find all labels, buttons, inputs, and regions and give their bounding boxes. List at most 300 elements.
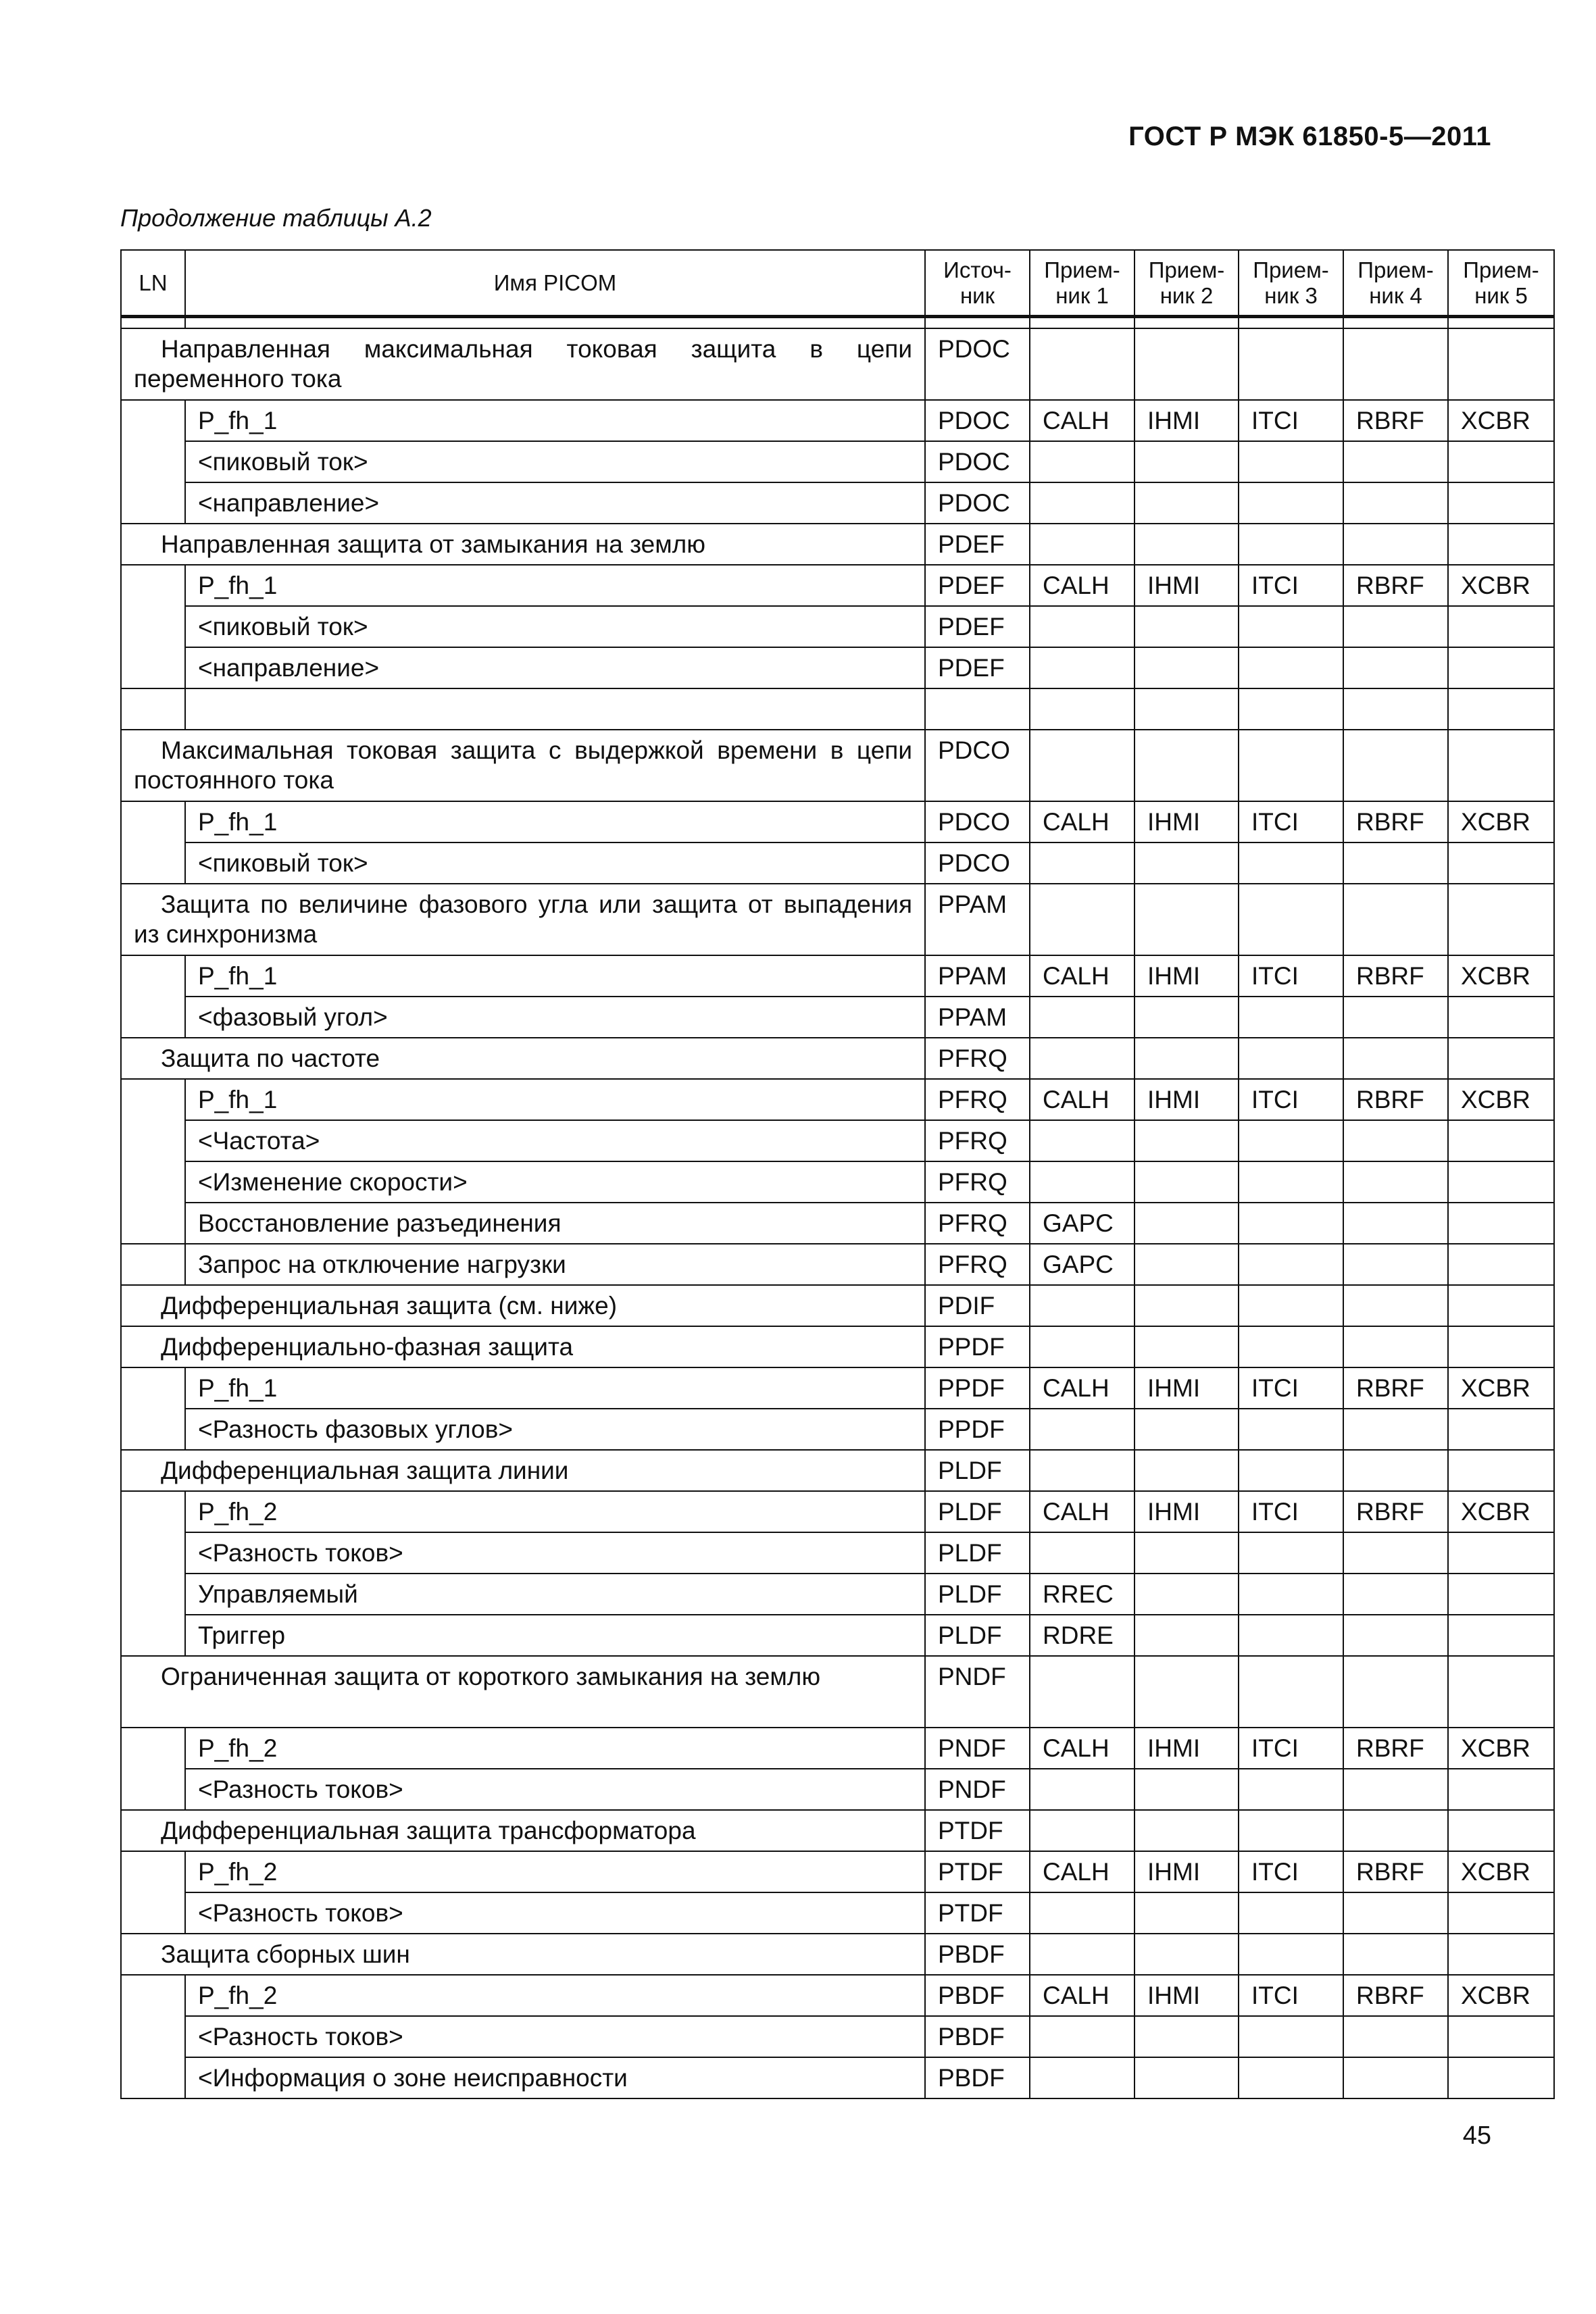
group-row: [121, 1810, 1554, 1851]
source-cell: PLDF: [925, 1450, 1030, 1491]
group-row: [121, 1934, 1554, 1975]
receiver-2-cell: IHMI: [1134, 1728, 1239, 1769]
source-cell: PDEF: [925, 606, 1030, 647]
header-text-line: ник 3: [1264, 282, 1318, 308]
group-name-cell: Защита по величине фазового угла или защита от выпадения из синхронизма: [121, 884, 925, 955]
group-row: [121, 1285, 1554, 1326]
header-spacer-row: [121, 317, 1554, 329]
source-cell: PLDF: [925, 1615, 1030, 1656]
source-cell: PDEF: [925, 565, 1030, 606]
header-ln: LN: [121, 250, 185, 317]
item-row: [121, 482, 1554, 524]
receiver-3-cell: ITCI: [1239, 955, 1343, 997]
source-cell: PDOC: [925, 400, 1030, 441]
receiver-5-cell: [1448, 997, 1554, 1038]
receiver-2-cell: IHMI: [1134, 1851, 1239, 1892]
group-name-cell: Дифференциально-фазная защита: [121, 1326, 925, 1367]
picom-table: [120, 249, 1555, 2099]
ln-cell: [121, 1975, 185, 2098]
source-cell: PPAM: [925, 955, 1030, 997]
source-cell: PFRQ: [925, 1244, 1030, 1285]
receiver-2-cell: [1134, 1892, 1239, 1934]
picom-name-cell: <пиковый ток>: [185, 842, 925, 884]
receiver-3-cell: ITCI: [1239, 801, 1343, 842]
picom-name-cell: P_fh_1: [185, 565, 925, 606]
spacer-cell: [1030, 317, 1134, 329]
receiver-4-cell: RBRF: [1343, 1491, 1448, 1532]
receiver-5-cell: XCBR: [1448, 1975, 1554, 2016]
receiver-4-cell: [1343, 2057, 1448, 2098]
receiver-1-cell: [1030, 2016, 1134, 2057]
ln-cell: [121, 1079, 185, 1244]
picom-name-cell: P_fh_2: [185, 1491, 925, 1532]
receiver-4-cell: RBRF: [1343, 1851, 1448, 1892]
receiver-2-cell: IHMI: [1134, 1079, 1239, 1120]
receiver-1-cell: [1030, 997, 1134, 1038]
receiver-2-cell: [1134, 730, 1239, 801]
receiver-3-cell: [1239, 1161, 1343, 1203]
receiver-2-cell: IHMI: [1134, 955, 1239, 997]
receiver-1-cell: [1030, 688, 1134, 730]
source-cell: PNDF: [925, 1728, 1030, 1769]
source-cell: PDEF: [925, 524, 1030, 565]
receiver-1-cell: [1030, 441, 1134, 482]
picom-name-cell: <Информация о зоне неисправности: [185, 2057, 925, 2098]
header-row: [121, 250, 1554, 317]
receiver-3-cell: ITCI: [1239, 1975, 1343, 2016]
receiver-1-cell: CALH: [1030, 1367, 1134, 1409]
picom-name-cell: <Разность токов>: [185, 1892, 925, 1934]
picom-name-cell: P_fh_1: [185, 801, 925, 842]
receiver-2-cell: [1134, 1038, 1239, 1079]
source-cell: PFRQ: [925, 1120, 1030, 1161]
receiver-4-cell: RBRF: [1343, 1975, 1448, 2016]
receiver-5-cell: [1448, 441, 1554, 482]
receiver-1-cell: CALH: [1030, 1079, 1134, 1120]
receiver-1-cell: [1030, 1409, 1134, 1450]
group-row: [121, 1656, 1554, 1728]
receiver-1-cell: [1030, 524, 1134, 565]
receiver-2-cell: [1134, 441, 1239, 482]
spacer-cell: [185, 317, 925, 329]
receiver-4-cell: [1343, 1532, 1448, 1574]
receiver-2-cell: [1134, 1120, 1239, 1161]
item-row: [121, 441, 1554, 482]
receiver-2-cell: [1134, 884, 1239, 955]
item-row: [121, 801, 1554, 842]
receiver-5-cell: [1448, 647, 1554, 688]
receiver-3-cell: ITCI: [1239, 400, 1343, 441]
picom-name-cell: <Изменение скорости>: [185, 1161, 925, 1203]
receiver-2-cell: [1134, 1450, 1239, 1491]
source-cell: PDCO: [925, 842, 1030, 884]
receiver-3-cell: [1239, 1450, 1343, 1491]
receiver-1-cell: [1030, 1532, 1134, 1574]
item-row: [121, 400, 1554, 441]
receiver-4-cell: RBRF: [1343, 955, 1448, 997]
receiver-4-cell: [1343, 1810, 1448, 1851]
group-row: [121, 328, 1554, 400]
header-text-line: Источ-: [943, 257, 1012, 282]
item-row: [121, 842, 1554, 884]
ln-cell: [121, 1367, 185, 1450]
source-cell: PLDF: [925, 1491, 1030, 1532]
ln-cell: [121, 955, 185, 1038]
spacer-cell: [925, 317, 1030, 329]
receiver-5-cell: [1448, 1892, 1554, 1934]
item-row: [121, 1574, 1554, 1615]
item-row: [121, 1728, 1554, 1769]
receiver-4-cell: [1343, 1656, 1448, 1728]
group-row: [121, 1326, 1554, 1367]
receiver-4-cell: RBRF: [1343, 1367, 1448, 1409]
receiver-5-cell: [1448, 1934, 1554, 1975]
receiver-3-cell: [1239, 1120, 1343, 1161]
source-cell: PLDF: [925, 1574, 1030, 1615]
ln-cell: [121, 1728, 185, 1810]
header-picom-name: Имя PICOM: [185, 250, 925, 317]
receiver-1-cell: CALH: [1030, 400, 1134, 441]
receiver-3-cell: ITCI: [1239, 1851, 1343, 1892]
receiver-4-cell: [1343, 1120, 1448, 1161]
item-row: [121, 1079, 1554, 1120]
receiver-4-cell: [1343, 1934, 1448, 1975]
item-row: [121, 688, 1554, 730]
receiver-2-cell: IHMI: [1134, 801, 1239, 842]
receiver-2-cell: [1134, 1656, 1239, 1728]
receiver-4-cell: [1343, 1244, 1448, 1285]
item-row: [121, 1851, 1554, 1892]
receiver-3-cell: [1239, 441, 1343, 482]
source-cell: PTDF: [925, 1892, 1030, 1934]
receiver-5-cell: [1448, 1532, 1554, 1574]
receiver-3-cell: ITCI: [1239, 1491, 1343, 1532]
source-cell: PPAM: [925, 997, 1030, 1038]
receiver-3-cell: [1239, 2057, 1343, 2098]
receiver-1-cell: GAPC: [1030, 1203, 1134, 1244]
receiver-2-cell: [1134, 1934, 1239, 1975]
receiver-2-cell: [1134, 1161, 1239, 1203]
header-text-line: Прием-: [1253, 257, 1329, 282]
receiver-1-cell: GAPC: [1030, 1244, 1134, 1285]
receiver-5-cell: XCBR: [1448, 801, 1554, 842]
header-source: [925, 250, 1030, 317]
receiver-2-cell: [1134, 997, 1239, 1038]
receiver-5-cell: [1448, 1615, 1554, 1656]
source-cell: PPDF: [925, 1326, 1030, 1367]
header-text-line: Прием-: [1148, 257, 1225, 282]
table-body: [121, 328, 1554, 2098]
group-name-cell: Дифференциальная защита трансформатора: [121, 1810, 925, 1851]
picom-name-cell: P_fh_1: [185, 400, 925, 441]
ln-cell: [121, 400, 185, 524]
receiver-4-cell: [1343, 1450, 1448, 1491]
header-text-line: ник 5: [1474, 282, 1528, 308]
item-row: [121, 2016, 1554, 2057]
picom-name-cell: <Частота>: [185, 1120, 925, 1161]
header-text-line: ник 2: [1159, 282, 1214, 308]
receiver-3-cell: [1239, 606, 1343, 647]
receiver-2-cell: [1134, 524, 1239, 565]
group-row: [121, 884, 1554, 955]
receiver-5-cell: [1448, 842, 1554, 884]
receiver-3-cell: [1239, 524, 1343, 565]
receiver-4-cell: RBRF: [1343, 400, 1448, 441]
receiver-3-cell: ITCI: [1239, 1367, 1343, 1409]
receiver-2-cell: [1134, 1326, 1239, 1367]
receiver-1-cell: [1030, 1769, 1134, 1810]
picom-name-cell: <пиковый ток>: [185, 606, 925, 647]
picom-name-cell: P_fh_1: [185, 955, 925, 997]
group-row: [121, 730, 1554, 801]
receiver-5-cell: XCBR: [1448, 1728, 1554, 1769]
source-cell: PFRQ: [925, 1038, 1030, 1079]
receiver-4-cell: [1343, 524, 1448, 565]
receiver-4-cell: [1343, 730, 1448, 801]
source-cell: PTDF: [925, 1851, 1030, 1892]
group-row: [121, 1038, 1554, 1079]
source-cell: PBDF: [925, 1975, 1030, 2016]
ln-cell: [121, 565, 185, 688]
receiver-3-cell: [1239, 688, 1343, 730]
receiver-2-cell: [1134, 1532, 1239, 1574]
receiver-5-cell: XCBR: [1448, 1491, 1554, 1532]
receiver-4-cell: [1343, 1038, 1448, 1079]
item-row: [121, 1892, 1554, 1934]
group-name-cell: Направленная защита от замыкания на землю: [121, 524, 925, 565]
picom-name-cell: Управляемый: [185, 1574, 925, 1615]
source-cell: PBDF: [925, 2057, 1030, 2098]
receiver-2-cell: [1134, 842, 1239, 884]
ln-cell: [121, 688, 185, 730]
receiver-5-cell: [1448, 1450, 1554, 1491]
receiver-4-cell: RBRF: [1343, 801, 1448, 842]
receiver-2-cell: [1134, 1244, 1239, 1285]
item-row: [121, 1367, 1554, 1409]
source-cell: PFRQ: [925, 1161, 1030, 1203]
spacer-cell: [121, 317, 185, 329]
receiver-5-cell: XCBR: [1448, 400, 1554, 441]
picom-name-cell: P_fh_2: [185, 1728, 925, 1769]
receiver-4-cell: [1343, 441, 1448, 482]
page-number: 45: [1462, 2121, 1491, 2150]
item-row: [121, 606, 1554, 647]
header-receiver-5: [1448, 250, 1554, 317]
group-row: [121, 524, 1554, 565]
group-name-cell: Защита по частоте: [121, 1038, 925, 1079]
source-cell: PLDF: [925, 1532, 1030, 1574]
receiver-2-cell: IHMI: [1134, 1367, 1239, 1409]
receiver-5-cell: [1448, 1203, 1554, 1244]
receiver-4-cell: [1343, 884, 1448, 955]
receiver-3-cell: [1239, 1574, 1343, 1615]
receiver-2-cell: [1134, 328, 1239, 400]
source-cell: PDOC: [925, 482, 1030, 524]
receiver-2-cell: [1134, 2016, 1239, 2057]
ln-cell: [121, 1244, 185, 1285]
receiver-2-cell: [1134, 688, 1239, 730]
receiver-5-cell: [1448, 730, 1554, 801]
receiver-5-cell: [1448, 482, 1554, 524]
receiver-3-cell: [1239, 997, 1343, 1038]
item-row: [121, 997, 1554, 1038]
receiver-5-cell: [1448, 1409, 1554, 1450]
receiver-3-cell: [1239, 2016, 1343, 2057]
receiver-1-cell: [1030, 1285, 1134, 1326]
receiver-3-cell: [1239, 1615, 1343, 1656]
header-text-line: ник 1: [1055, 282, 1109, 308]
receiver-4-cell: [1343, 606, 1448, 647]
ln-cell: [121, 801, 185, 884]
picom-name-cell: <Разность токов>: [185, 1532, 925, 1574]
receiver-4-cell: [1343, 1326, 1448, 1367]
receiver-3-cell: [1239, 842, 1343, 884]
receiver-4-cell: RBRF: [1343, 565, 1448, 606]
receiver-5-cell: [1448, 524, 1554, 565]
receiver-1-cell: CALH: [1030, 955, 1134, 997]
receiver-3-cell: [1239, 1038, 1343, 1079]
group-name-cell: Защита сборных шин: [121, 1934, 925, 1975]
source-cell: PFRQ: [925, 1203, 1030, 1244]
receiver-4-cell: RBRF: [1343, 1728, 1448, 1769]
picom-name-cell: <направление>: [185, 482, 925, 524]
item-row: [121, 1615, 1554, 1656]
source-cell: PDIF: [925, 1285, 1030, 1326]
picom-name-cell: <фазовый угол>: [185, 997, 925, 1038]
receiver-1-cell: [1030, 1810, 1134, 1851]
source-cell: PTDF: [925, 1810, 1030, 1851]
source-cell: PPDF: [925, 1367, 1030, 1409]
receiver-5-cell: [1448, 1120, 1554, 1161]
receiver-4-cell: [1343, 1203, 1448, 1244]
receiver-1-cell: [1030, 482, 1134, 524]
spacer-cell: [1134, 317, 1239, 329]
source-cell: PDOC: [925, 328, 1030, 400]
receiver-2-cell: [1134, 1203, 1239, 1244]
receiver-4-cell: [1343, 842, 1448, 884]
receiver-3-cell: [1239, 1532, 1343, 1574]
receiver-1-cell: CALH: [1030, 801, 1134, 842]
spacer-cell: [1448, 317, 1554, 329]
group-name-cell: Дифференциальная защита (см. ниже): [121, 1285, 925, 1326]
picom-name-cell: <Разность токов>: [185, 1769, 925, 1810]
receiver-5-cell: [1448, 1574, 1554, 1615]
item-row: [121, 1203, 1554, 1244]
item-row: [121, 1491, 1554, 1532]
source-cell: PFRQ: [925, 1079, 1030, 1120]
receiver-1-cell: [1030, 606, 1134, 647]
item-row: [121, 1244, 1554, 1285]
receiver-5-cell: [1448, 2016, 1554, 2057]
item-row: [121, 1975, 1554, 2016]
group-name-cell: Ограниченная защита от короткого замыкания на землю: [121, 1656, 925, 1728]
receiver-3-cell: ITCI: [1239, 565, 1343, 606]
group-row: [121, 1450, 1554, 1491]
picom-name-cell: P_fh_2: [185, 1851, 925, 1892]
receiver-2-cell: [1134, 1285, 1239, 1326]
receiver-3-cell: [1239, 884, 1343, 955]
receiver-1-cell: [1030, 842, 1134, 884]
source-cell: PPDF: [925, 1409, 1030, 1450]
spacer-cell: [1343, 317, 1448, 329]
receiver-4-cell: [1343, 482, 1448, 524]
source-cell: PBDF: [925, 2016, 1030, 2057]
receiver-2-cell: [1134, 482, 1239, 524]
receiver-2-cell: [1134, 2057, 1239, 2098]
receiver-2-cell: [1134, 1615, 1239, 1656]
receiver-2-cell: [1134, 1574, 1239, 1615]
receiver-3-cell: [1239, 1409, 1343, 1450]
source-cell: [925, 688, 1030, 730]
receiver-1-cell: [1030, 884, 1134, 955]
receiver-4-cell: RBRF: [1343, 1079, 1448, 1120]
picom-name-cell: <Разность фазовых углов>: [185, 1409, 925, 1450]
receiver-5-cell: [1448, 1326, 1554, 1367]
header-text-line: Прием-: [1463, 257, 1539, 282]
receiver-5-cell: [1448, 1769, 1554, 1810]
picom-name-cell: P_fh_1: [185, 1079, 925, 1120]
receiver-5-cell: [1448, 688, 1554, 730]
receiver-3-cell: [1239, 1203, 1343, 1244]
receiver-5-cell: XCBR: [1448, 1079, 1554, 1120]
header-text-line: ник 4: [1369, 282, 1422, 308]
receiver-1-cell: RDRE: [1030, 1615, 1134, 1656]
receiver-1-cell: [1030, 2057, 1134, 2098]
receiver-1-cell: [1030, 647, 1134, 688]
receiver-1-cell: CALH: [1030, 1851, 1134, 1892]
item-row: [121, 2057, 1554, 2098]
item-row: [121, 647, 1554, 688]
picom-name-cell: P_fh_2: [185, 1975, 925, 2016]
receiver-5-cell: [1448, 2057, 1554, 2098]
header-text-line: Прием-: [1044, 257, 1120, 282]
table-header: [121, 250, 1554, 328]
item-row: [121, 565, 1554, 606]
receiver-3-cell: [1239, 1934, 1343, 1975]
receiver-4-cell: [1343, 1285, 1448, 1326]
header-receiver-2: [1134, 250, 1239, 317]
receiver-1-cell: CALH: [1030, 1728, 1134, 1769]
receiver-5-cell: [1448, 1810, 1554, 1851]
picom-name-cell: <пиковый ток>: [185, 441, 925, 482]
table-caption: Продолжение таблицы А.2: [120, 204, 432, 232]
receiver-3-cell: [1239, 1810, 1343, 1851]
receiver-3-cell: [1239, 1244, 1343, 1285]
receiver-4-cell: [1343, 1769, 1448, 1810]
source-cell: PDCO: [925, 730, 1030, 801]
receiver-5-cell: [1448, 1161, 1554, 1203]
source-cell: PNDF: [925, 1769, 1030, 1810]
receiver-5-cell: [1448, 1656, 1554, 1728]
receiver-3-cell: [1239, 730, 1343, 801]
receiver-2-cell: [1134, 1769, 1239, 1810]
group-name-cell: Максимальная токовая защита с выдержкой времени в цепи постоянного тока: [121, 730, 925, 801]
receiver-2-cell: [1134, 1810, 1239, 1851]
receiver-4-cell: [1343, 1892, 1448, 1934]
source-cell: PNDF: [925, 1656, 1030, 1728]
source-cell: PDCO: [925, 801, 1030, 842]
document-header: ГОСТ Р МЭК 61850-5—2011: [1128, 122, 1491, 151]
receiver-1-cell: [1030, 1934, 1134, 1975]
receiver-5-cell: XCBR: [1448, 1851, 1554, 1892]
picom-name-cell: <Разность токов>: [185, 2016, 925, 2057]
receiver-2-cell: IHMI: [1134, 1491, 1239, 1532]
picom-name-cell: <направление>: [185, 647, 925, 688]
receiver-1-cell: [1030, 1038, 1134, 1079]
receiver-3-cell: [1239, 1769, 1343, 1810]
receiver-3-cell: ITCI: [1239, 1079, 1343, 1120]
picom-name-cell: P_fh_1: [185, 1367, 925, 1409]
